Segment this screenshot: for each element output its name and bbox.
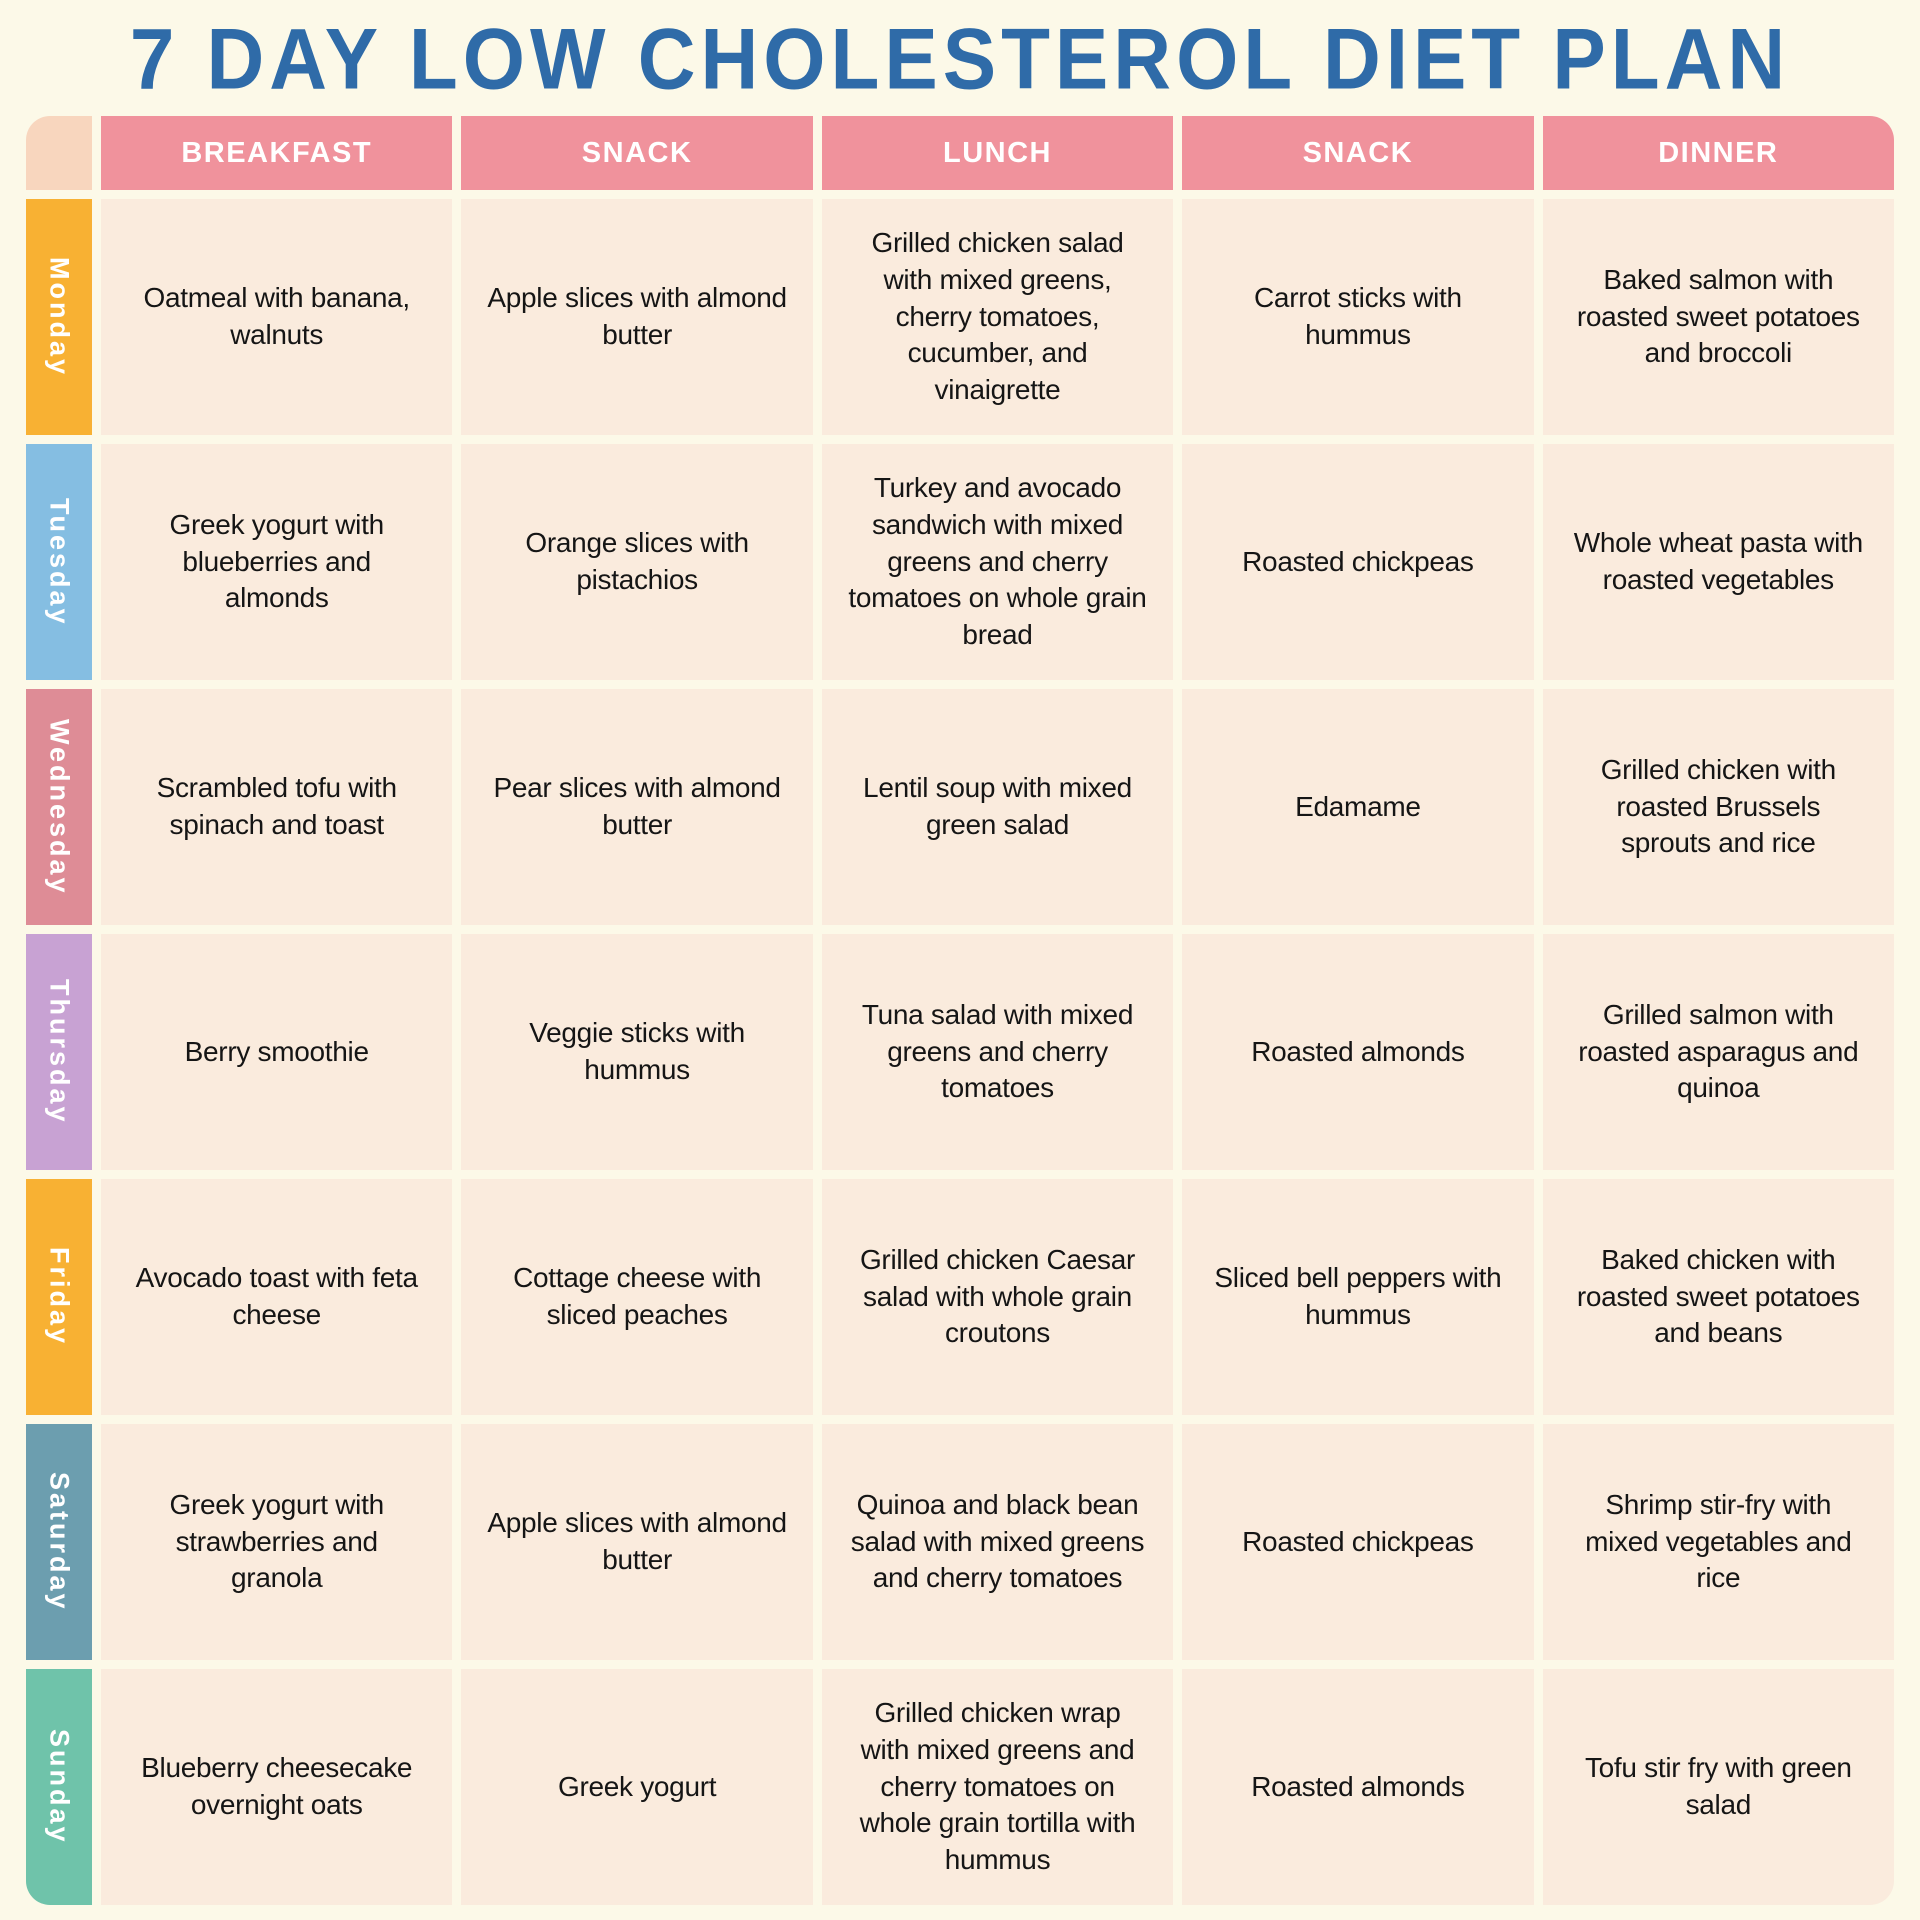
meal-text: Oatmeal with banana, walnuts bbox=[143, 282, 410, 350]
meal-text: Berry smoothie bbox=[184, 1035, 369, 1067]
meal-text: Tuna salad with mixed greens and cherry tomatoes bbox=[861, 998, 1134, 1104]
meal-text: Blueberry cheesecake overnight oats bbox=[141, 1752, 413, 1820]
meal-cell-friday-snack-am bbox=[461, 1179, 812, 1415]
meal-cell-thursday-breakfast bbox=[101, 934, 452, 1170]
meal-text: Turkey and avocado sandwich with mixed greens and cherry tomatoes on whole grain bread bbox=[848, 471, 1147, 651]
meal-cell-sunday-breakfast bbox=[101, 1669, 452, 1905]
meal-text: Sliced bell peppers with hummus bbox=[1214, 1262, 1502, 1330]
meal-text: Tofu stir fry with green salad bbox=[1584, 1752, 1852, 1820]
meal-cell-friday-breakfast bbox=[101, 1179, 452, 1415]
meal-cell-tuesday-snack-am bbox=[461, 444, 812, 680]
meal-cell-saturday-snack-pm bbox=[1182, 1424, 1533, 1660]
meal-text: Scrambled tofu with spinach and toast bbox=[156, 772, 397, 840]
row-header-thursday bbox=[26, 934, 92, 1170]
meal-text: Whole wheat pasta with roasted vegetables bbox=[1573, 527, 1863, 595]
meal-cell-tuesday-dinner bbox=[1543, 444, 1894, 680]
meal-cell-saturday-lunch bbox=[822, 1424, 1173, 1660]
meal-cell-wednesday-snack-pm bbox=[1182, 689, 1533, 925]
meal-cell-monday-lunch bbox=[822, 199, 1173, 435]
meal-cell-thursday-dinner bbox=[1543, 934, 1894, 1170]
meal-cell-friday-dinner bbox=[1543, 1179, 1894, 1415]
meal-cell-monday-breakfast bbox=[101, 199, 452, 435]
meal-text: Greek yogurt with blueberries and almonds bbox=[169, 508, 384, 614]
meal-text: Greek yogurt with strawberries and granola bbox=[169, 1488, 384, 1594]
meal-text: Roasted almonds bbox=[1251, 1035, 1465, 1067]
meal-cell-saturday-snack-am bbox=[461, 1424, 812, 1660]
meal-text: Baked chicken with roasted sweet potatoes and beans bbox=[1576, 1243, 1860, 1349]
meal-text: Roasted almonds bbox=[1251, 1770, 1465, 1802]
meal-cell-thursday-snack-am bbox=[461, 934, 812, 1170]
meal-cell-sunday-snack-pm bbox=[1182, 1669, 1533, 1905]
meal-text: Roasted chickpeas bbox=[1242, 1525, 1474, 1557]
column-header-dinner: DINNER bbox=[1543, 116, 1894, 190]
meal-text: Lentil soup with mixed green salad bbox=[863, 772, 1132, 840]
day-label-text: Saturday bbox=[44, 1472, 75, 1612]
row-header-monday bbox=[26, 199, 92, 435]
meal-cell-tuesday-lunch bbox=[822, 444, 1173, 680]
meal-cell-monday-snack-am bbox=[461, 199, 812, 435]
meal-text: Cottage cheese with sliced peaches bbox=[513, 1262, 762, 1330]
meal-cell-wednesday-dinner bbox=[1543, 689, 1894, 925]
column-header-lunch: LUNCH bbox=[822, 116, 1173, 190]
column-header-snack-am: SNACK bbox=[461, 116, 812, 190]
page-title: 7 DAY LOW CHOLESTEROL DIET PLAN bbox=[129, 10, 1791, 107]
row-header-sunday bbox=[26, 1669, 92, 1905]
meal-cell-tuesday-snack-pm bbox=[1182, 444, 1533, 680]
meal-cell-thursday-lunch bbox=[822, 934, 1173, 1170]
row-header-wednesday bbox=[26, 689, 92, 925]
meal-text: Orange slices with pistachios bbox=[525, 527, 749, 595]
meal-cell-tuesday-breakfast bbox=[101, 444, 452, 680]
meal-cell-friday-lunch bbox=[822, 1179, 1173, 1415]
day-label-text: Sunday bbox=[44, 1729, 75, 1845]
meal-text: Quinoa and black bean salad with mixed greens and cherry tomatoes bbox=[850, 1488, 1145, 1594]
day-label-text: Thursday bbox=[44, 979, 75, 1125]
meal-text: Grilled chicken with roasted Brussels sprouts and rice bbox=[1600, 753, 1836, 859]
meal-cell-sunday-dinner bbox=[1543, 1669, 1894, 1905]
meal-text: Apple slices with almond butter bbox=[487, 282, 787, 350]
row-header-tuesday bbox=[26, 444, 92, 680]
day-label-text: Wednesday bbox=[44, 718, 75, 896]
meal-text: Pear slices with almond butter bbox=[493, 772, 781, 840]
meal-text: Grilled chicken wrap with mixed greens and cherry tomatoes on whole grain tortilla with hummus bbox=[859, 1696, 1136, 1876]
meal-cell-sunday-lunch bbox=[822, 1669, 1173, 1905]
meal-text: Shrimp stir-fry with mixed vegetables and rice bbox=[1585, 1488, 1852, 1594]
meal-text: Edamame bbox=[1295, 790, 1421, 822]
row-header-friday bbox=[26, 1179, 92, 1415]
meal-text: Apple slices with almond butter bbox=[487, 1507, 787, 1575]
meal-text: Veggie sticks with hummus bbox=[529, 1017, 745, 1085]
meal-cell-saturday-breakfast bbox=[101, 1424, 452, 1660]
meal-cell-wednesday-breakfast bbox=[101, 689, 452, 925]
meal-cell-wednesday-snack-am bbox=[461, 689, 812, 925]
meal-text: Grilled salmon with roasted asparagus and quinoa bbox=[1578, 998, 1859, 1104]
day-label-text: Tuesday bbox=[44, 497, 75, 627]
meal-text: Greek yogurt bbox=[557, 1770, 717, 1802]
meal-text: Avocado toast with feta cheese bbox=[135, 1262, 418, 1330]
day-label-text: Monday bbox=[44, 256, 75, 377]
meal-cell-sunday-snack-am bbox=[461, 1669, 812, 1905]
column-header-snack-pm: SNACK bbox=[1182, 116, 1533, 190]
meal-cell-thursday-snack-pm bbox=[1182, 934, 1533, 1170]
diet-plan-table bbox=[26, 116, 1894, 1905]
row-header-saturday bbox=[26, 1424, 92, 1660]
meal-cell-saturday-dinner bbox=[1543, 1424, 1894, 1660]
meal-text: Grilled chicken Caesar salad with whole grain croutons bbox=[859, 1243, 1136, 1349]
column-header-breakfast: BREAKFAST bbox=[101, 116, 452, 190]
meal-text: Carrot sticks with hummus bbox=[1254, 282, 1462, 350]
meal-cell-monday-dinner bbox=[1543, 199, 1894, 435]
meal-cell-friday-snack-pm bbox=[1182, 1179, 1533, 1415]
meal-cell-wednesday-lunch bbox=[822, 689, 1173, 925]
meal-cell-monday-snack-pm bbox=[1182, 199, 1533, 435]
corner-cell bbox=[26, 116, 92, 190]
meal-text: Roasted chickpeas bbox=[1242, 545, 1474, 577]
meal-text: Grilled chicken salad with mixed greens, cherry tomatoes, cucumber, and vinaigrette bbox=[871, 226, 1124, 406]
meal-text: Baked salmon with roasted sweet potatoes and broccoli bbox=[1576, 263, 1860, 369]
day-label-text: Friday bbox=[44, 1247, 75, 1347]
